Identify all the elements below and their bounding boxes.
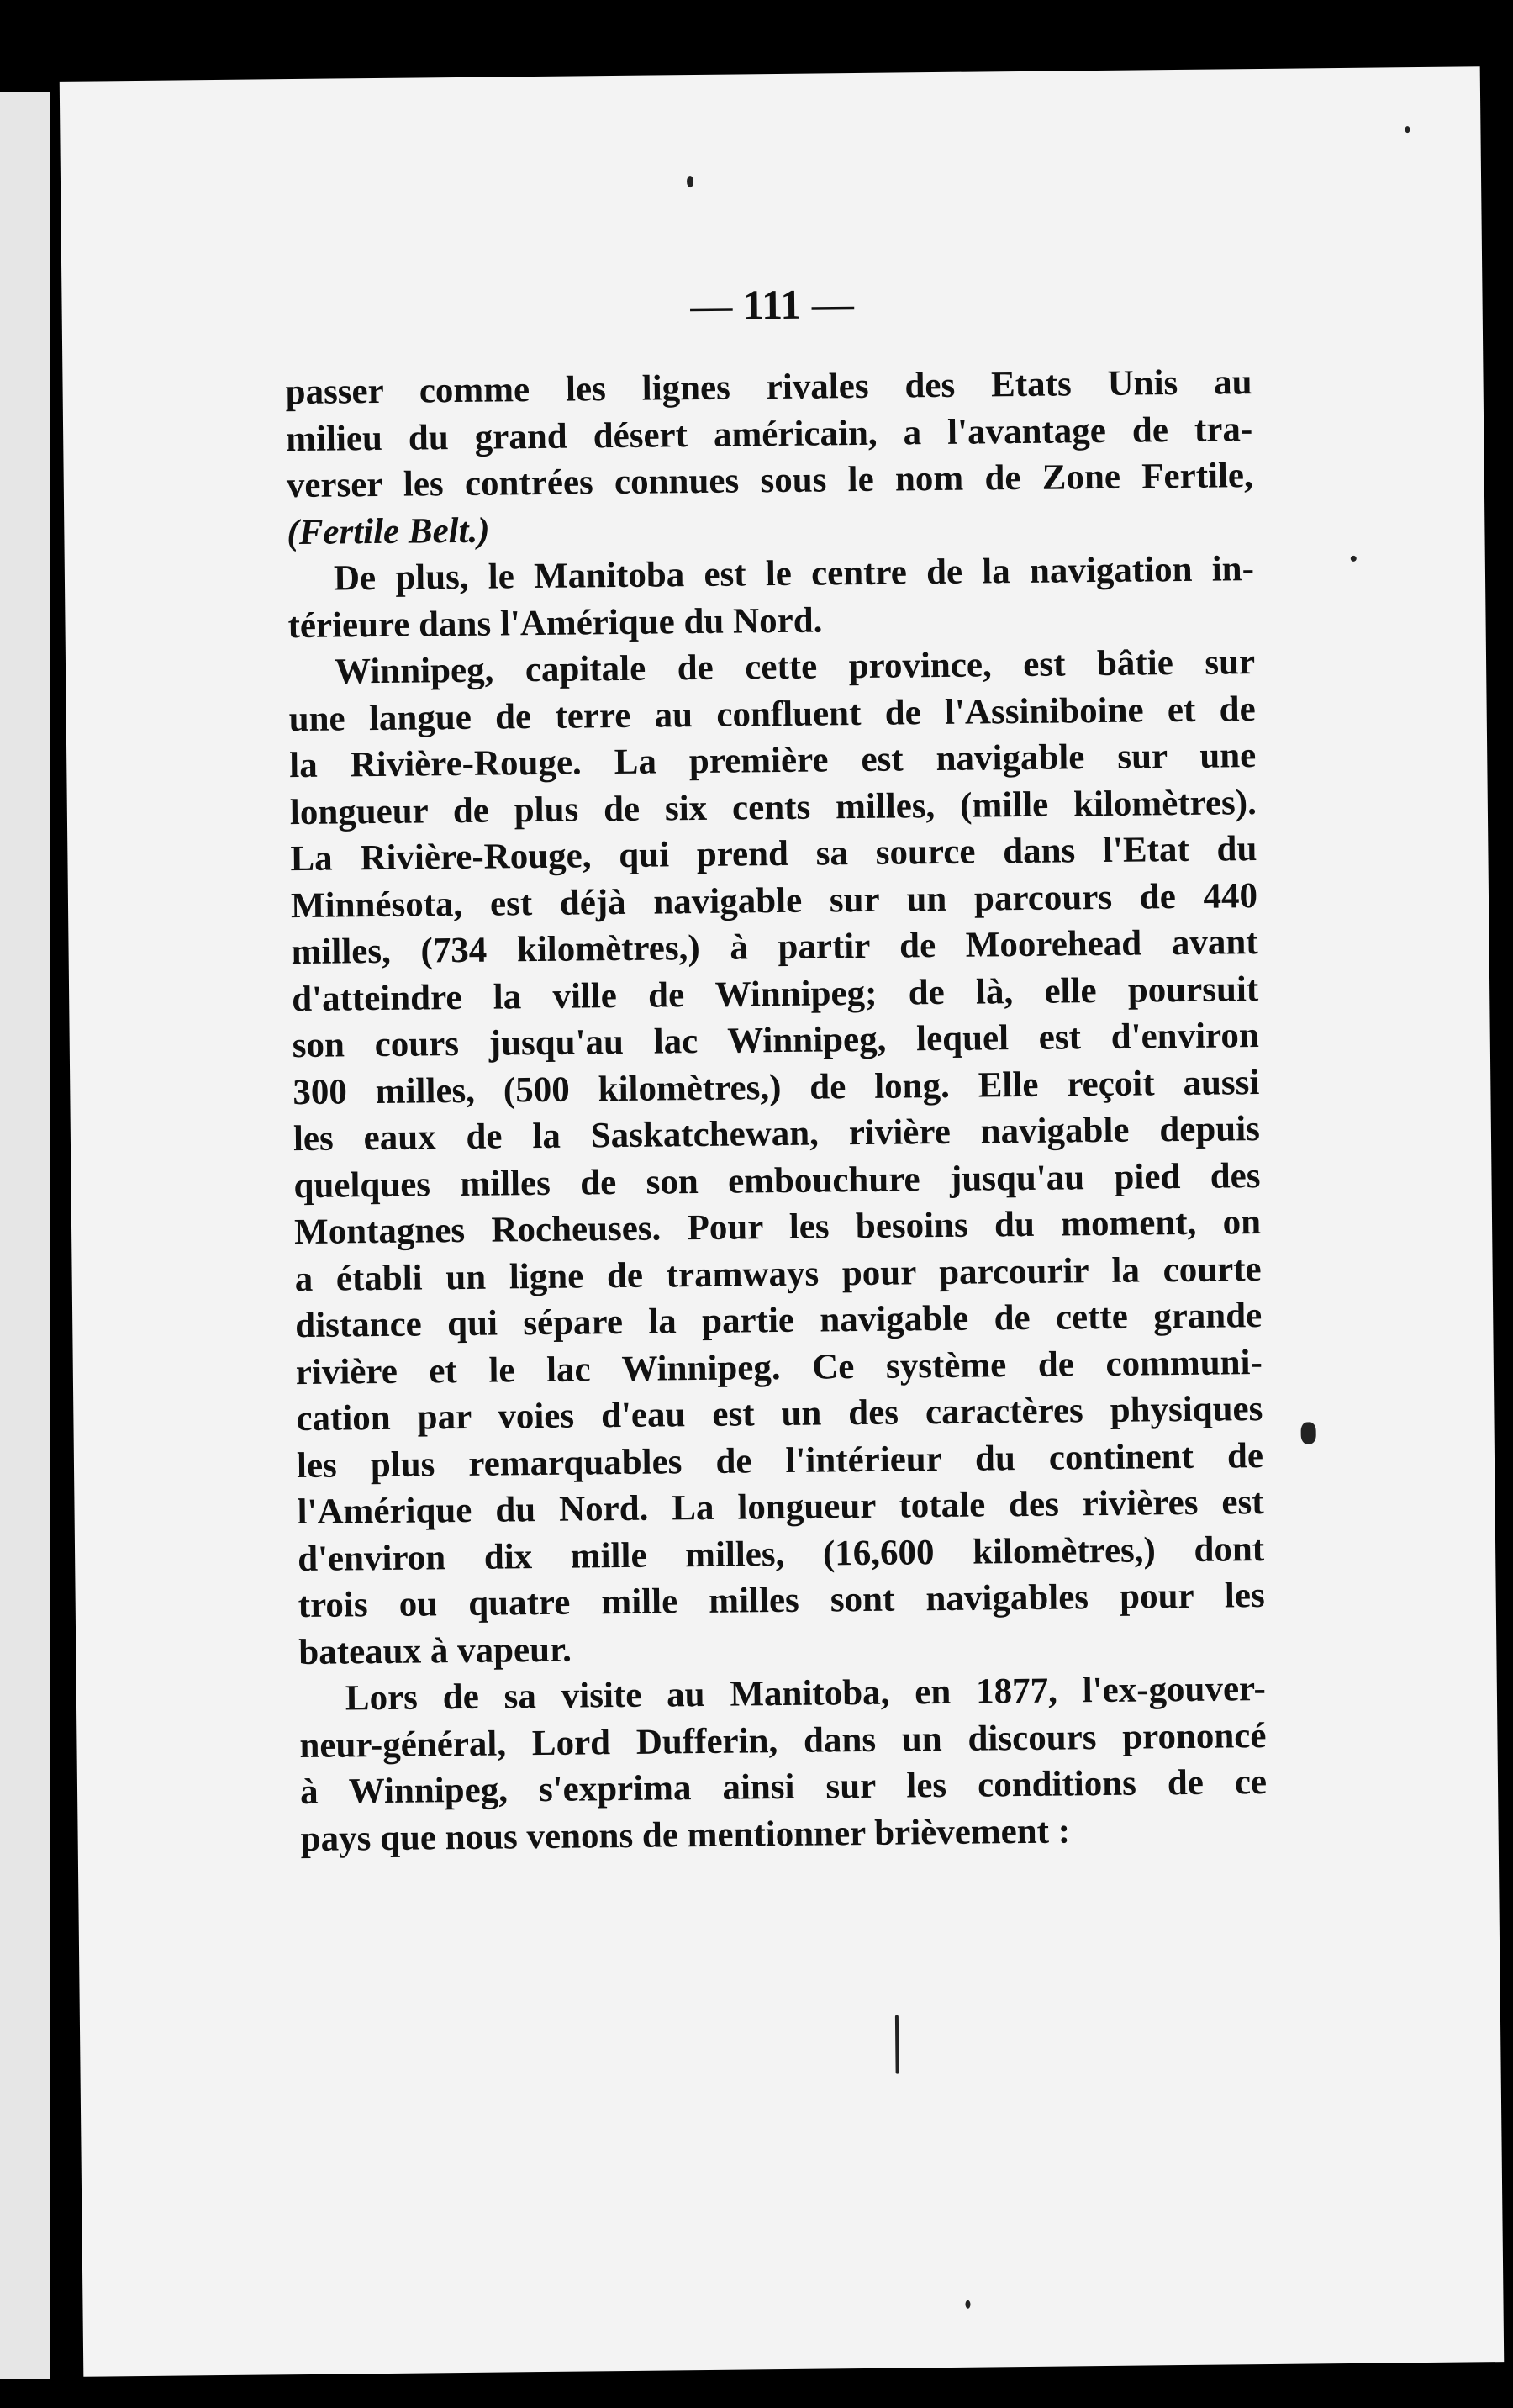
paragraph-2: [287, 546, 1255, 649]
text-line: d'environ dix mille milles, (16,600 kilomètres,) dont: [297, 1529, 1265, 1579]
text-line: son cours jusqu'au lac Winnipeg, lequel est d'environ: [292, 1016, 1259, 1066]
text-line: milles, (734 kilomètres,) à partir de Moorehead avant: [291, 922, 1258, 973]
body-text: [285, 359, 1268, 1862]
text-line: (Fertile Belt.): [287, 510, 490, 552]
text-line: a établi un ligne de tramways pour parcourir la courte: [294, 1249, 1262, 1299]
text-line: rivière et le lac Winnipeg. Ce système de communi-: [295, 1342, 1263, 1392]
text-line: térieure dans l'Amérique du Nord.: [287, 599, 823, 646]
text-line: les plus remarquables de l'intérieur du continent de: [296, 1435, 1264, 1486]
text-line: cation par voies d'eau est un des caractères physiques: [296, 1389, 1263, 1439]
text-line: pays que nous venons de mentionner brièvement :: [300, 1810, 1071, 1859]
paragraph-4: [299, 1666, 1268, 1862]
paragraph-1: [285, 359, 1253, 556]
text-line: une langue de terre au confluent de l'Assiniboine et de: [288, 689, 1256, 739]
text-line: De plus, le Manitoba est le centre de la navigation in-: [333, 549, 1255, 599]
text-line: Winnipeg, capitale de cette province, est bâtie sur: [334, 642, 1256, 692]
text-line: trois ou quatre mille milles sont navigables pour les: [298, 1576, 1265, 1626]
text-line: à Winnipeg, s'exprima ainsi sur les conditions de ce: [299, 1761, 1268, 1813]
text-line: verser les contrées connues sous le nom de Zone Fertile,: [286, 456, 1253, 506]
text-line: Lors de sa visite au Manitoba, en 1877, l'ex-gouver-: [345, 1669, 1267, 1719]
text-line: neur-général, Lord Dufferin, dans un discours prononcé: [299, 1715, 1267, 1766]
text-line: Montagnes Rocheuses. Pour les besoins du moment, on: [293, 1202, 1262, 1253]
text-line: 300 milles, (500 kilomètres,) de long. Elle reçoit aussi: [293, 1062, 1260, 1112]
text-line: Minnésota, est déjà navigable sur un parcours de 440: [290, 875, 1258, 926]
scan-speck: [965, 2300, 970, 2309]
text-line: milieu du grand désert américain, a l'avantage de tra-: [285, 409, 1253, 459]
text-line: distance qui sépare la partie navigable de cette grande: [295, 1296, 1263, 1346]
scan-speck: [895, 2015, 899, 2074]
text-line: bateaux à vapeur.: [298, 1629, 572, 1672]
scan-speck: [1301, 1422, 1316, 1444]
text-line: La Rivière-Rouge, qui prend sa source dans l'Etat du: [290, 829, 1257, 879]
text-line: la Rivière-Rouge. La première est navigable sur une: [289, 736, 1257, 786]
scan-speck: [1405, 126, 1410, 133]
scan-speck: [1351, 556, 1357, 562]
facing-page-edge: [0, 92, 50, 2379]
text-line: l'Amérique du Nord. La longueur totale des rivières est: [297, 1482, 1264, 1533]
page-number: — 111 —: [690, 280, 855, 330]
scan-speck: [687, 176, 693, 187]
text-line: longueur de plus de six cents milles, (mille kilomètres).: [289, 782, 1257, 832]
book-page: [60, 66, 1504, 2377]
text-line: quelques milles de son embouchure jusqu'au pied des: [293, 1155, 1261, 1206]
text-line: passer comme les lignes rivales des Etats Unis au: [285, 362, 1252, 413]
text-line: d'atteindre la ville de Winnipeg; de là, elle poursuit: [291, 969, 1259, 1019]
paragraph-3: [288, 639, 1266, 1676]
text-line: les eaux de la Saskatchewan, rivière navigable depuis: [293, 1109, 1261, 1159]
